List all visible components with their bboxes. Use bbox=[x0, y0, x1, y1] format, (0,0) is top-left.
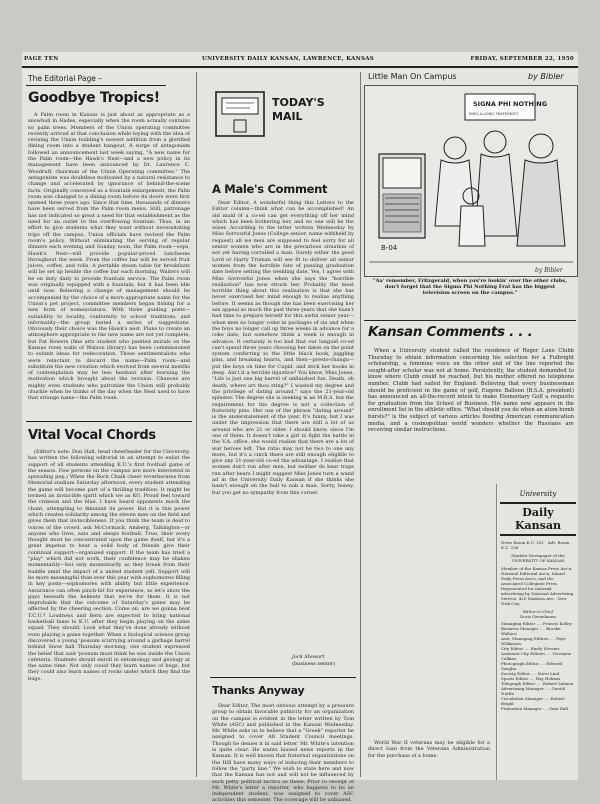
masthead-staff-list bbox=[497, 621, 579, 711]
page-header bbox=[22, 56, 578, 66]
page-number: PAGE TEN bbox=[24, 56, 59, 62]
header-rule bbox=[22, 66, 578, 68]
masthead-editor: Doris Greenbaum bbox=[520, 614, 556, 619]
masthead-box bbox=[496, 484, 579, 780]
letter-thanks-anyway-title: Thanks Anyway bbox=[212, 684, 305, 697]
letter1-signature: Jack Stewart bbox=[292, 654, 325, 660]
house-sign-subtext: SING-A-LONG FRATERNITY bbox=[469, 111, 519, 116]
cartoon-drawing bbox=[365, 86, 577, 276]
staff-line: Society Editor .... Steve Lind bbox=[501, 671, 560, 676]
masthead-university: University bbox=[519, 490, 557, 498]
todays-mail-label: TODAY'S MAIL bbox=[272, 96, 325, 123]
staff-line: Business Manager .... Brooke Wallace bbox=[501, 626, 561, 636]
editorial-label-rule bbox=[26, 85, 166, 86]
staff-line: Asst. Managing Editors .... Faye Wilkinson bbox=[501, 636, 566, 646]
newspaper-page bbox=[22, 52, 578, 804]
comments-paragraph: When a University student called the residence of Roger Lane Clubb Thursday to obtain information concerning his selection for a Fulbright scholarship, a feminine voice on the other end of the line reported the sought-after scholar was not at home. Persistently, the student demanded to know where Clubb could be reached, but his mother offered no telephone number. Clubb had sailed for England. Believing that every businessman should be proficient in the game of golf, Eugene Balloon (B.S.A. president) has announced an all-the-record intent to make Elementary Golf a requisite for graduation from the School of Business. His name now appears in the enrollment list in the athletic office. "What should you do when an atom bomb bursts?" is the subject of various articles flooding American communication media, and a cosmopolitan world wonders whether the Russians are receiving similar instructions. bbox=[368, 348, 574, 434]
letter-male-comment-body bbox=[212, 200, 354, 652]
staff-line: Photograph Editor .... Edward Vaughn bbox=[501, 661, 563, 671]
article-goodbye-tropics-title: Goodbye Tropics! bbox=[28, 90, 160, 106]
masthead-staff-head: Editor-in-Chief bbox=[522, 609, 553, 614]
masthead-phones: News Room K.U. 251 · Adv. Room K.U. 256 bbox=[501, 540, 570, 550]
staff-line: Promotion Manager .... Sam Hall bbox=[501, 706, 568, 711]
masthead-title: Daily Kansan bbox=[500, 502, 576, 536]
staff-line: Managing Editor .... Francis Kelley bbox=[501, 621, 572, 626]
staff-line: Assistant City Editors .... Dewayne Calkins bbox=[501, 651, 572, 661]
masthead-student-line: Student Newspaper of the UNIVERSITY OF KANSAS bbox=[511, 553, 565, 563]
article-goodbye-tropics-body bbox=[28, 112, 190, 416]
letter2-paragraph: Dear Editor, The most obvious attempt by a pressure group to obtain favorable publicity for an organization on the campus is evident in the letter written by Tom White (ASC) and published in the Kansan Wednesday. Mr. White asks us to believe that a "Greek" reporter be assigned to cover All Student Council meetings. Though he denies it in said letter, Mr. White's intention is quite clear. He wants biased news reports in the Kansan. It is well known that fraternal organizations on the Hill have many ways of inducing their members to follow the "party line." We wish to state here and now that the Kansan has not and will not be influenced by such petty political tactics as these. Prior to receipt of Mr. White's letter a reporter, who happens to be an independent student, was assigned to cover ASC activities this semester. The coverage will be unbiased. bbox=[212, 703, 354, 804]
staff-line: Advertising Manager .... Gerald Nuttle bbox=[501, 686, 566, 696]
house-sign-text: SIGNA PHI NOTHING bbox=[473, 100, 548, 108]
cartoon-byline: by Bibler bbox=[528, 72, 564, 81]
article1-paragraph: A Palm room in Kansas is just about as appropriate as a snowball in Hades, especially when the room actually contains no palm trees. Members of the Union operating committee recently arrived at that conclusion while toying with the idea of revising the Union building's newest addition from a glorified dining room into a student hangout. A surge of antagonism followed an announcement last week saying, "A new name for the Palm room—the Hawk's Nest—and a new policy in its management have been announced by Dr. Laurence C. Woodruff, chairman of the Union Operating committee." The antagonism was doubtless motivated by a natural resistance to change and accelerated by ignorance of behind-the-scene facts. Originally conceived as a fountain enlargement, the Palm room was changed to a dining room before its doors were first opened three years ago. Since that time, thousands of dinners have been served from the Palm room menu. Still, patronage has not indicated so great a need for that establishment as the need for an outlet to the overflowing fountain. Thus, in an effort to give students what they want without necessitating trips off the campus, Union officials have revised the Palm room's policy. Without eliminating the serving of regular dinners each evening and Sunday noon, the Palm room—oops, Hawk's Nest—will provide popular-priced luncheons throughout the week. From the coffee bar will be served fruit juices, coffee, and rolls. A portable steam table for breakfasts will be set up beside the coffee bar each morning. Waiters will be on duty daily to provide fountain service. The Palm room was originally equipped with a fountain, but it has been idle until now. Believing a change of management should be accompanied by the choice of a more appropriate name for the Union's pet project, committee members began fishing for a new form of nomenclature. With three guiding posts—suitability to locality, conformity to school traditions, and informality—the group tested a series of suggestions. Obviously their choice was the Hawk's nest. Plans to create an atmosphere appropriate to the new name are not yet complete, but Pat Bowers (fine arts student who painted murals on the Kansas room walls of Watson library) has been commissioned to submit ideas for redecoration. Those sentimentalists who were reluctant to discard the name—Palm room—and substitute the new creation which evolved from several months of contemplation may be less hesitant after learning the motivation which brought about the revision. Chances are mighty even students who patronize the Union will probably chuckle when he thinks of the day when the Nest used to have that strange name—the Palm room. bbox=[28, 112, 190, 402]
staff-line: City Editor .... Emily Stewart bbox=[501, 646, 560, 651]
cartoon-caption: "Aa' remember, Fritzgerald, when you're lookin' over the other clubs, don't forget that the Sigma Phi Nothing Frat has the biggest television screen on the campus." bbox=[372, 278, 567, 297]
article2-paragraph: (Editor's note: Don Hall, head cheerleader for the University, has written the following editorial in an attempt to enlist the support of all students attending K.U.'s first football game of the season. Few persons on the campus are more interested in spreading pep.) When the Rock Chalk cheer reverberates from Memorial stadium Saturday afternoon, every student attending the game will become part of a thrilling tradition. It might be termed an invincible spirit which we as KU. Proud feel toward the crimson and the blue. I have heard opponents mock the chant, attempting to diminish its power. But it is this power which creates solidarity among the eleven men on the field and gives them that invincibleness. If you think the team is deaf to voices of the crowd, ask McCormack, Amberg, Talkington—or anyone who lives, eats and sleeps football. True, their every thought must be concentrated upon the game itself, but it's a great impetus to hear a solid body of friends give their continual support—organized support. If the team has tried a "play" which did not work, their confidence may be shaken momentarily—but only momentarily as they break from their huddle amid the impact of a united student yell. Support will be more meaningful than ever this year with sophomores filling in key posts—sophomores with ability but little experience. Assurance can often pinch-hit for experience, so let's show the guys beneath the helmets that we're for them. It is not improbable that the outcome of Saturday's game may be affected by the cheering section. Come on, are we gonna beat T.C.U.? Loudness and Bern are expected to bring national basketball fame to K.U. after they begin playing on the same squad. They should. Look what they've done already without even playing a game together. When a biological science group discovered a young 'possum scurrying around a garbage barrel behind Snow hall Thursday morning, one student expressed the belief that said 'possum must think he was inside the Union cafeteria. Students should enroll in entomology and geology at the same time. Not only could they learn names of bugs, but they could also learn names of rocks under which they find the bugs. bbox=[28, 449, 190, 682]
staff-line: Telegraph Editor .... Robert Salmon bbox=[501, 681, 574, 686]
letter1-signature-note: (business senior) bbox=[292, 661, 336, 667]
issue-date: FRIDAY, SEPTEMBER 22, 1950 bbox=[470, 56, 574, 62]
letter-male-comment-title: A Male's Comment bbox=[212, 182, 328, 196]
masthead-member-info: Member of the Kansas Press Ass'n, National Editorial Ass'n, Inland Daily Press Ass'n, and the Associated Collegiate Press. Represented for national advertising by National Advertising Service, 420 Madison Ave., New York City. bbox=[501, 566, 574, 606]
todays-mail-logo bbox=[206, 84, 356, 142]
paper-name: UNIVERSITY DAILY KANSAN, LAWRENCE, KANSAS bbox=[202, 56, 375, 62]
cartoon-illustration bbox=[364, 85, 578, 277]
letter-thanks-anyway-body bbox=[212, 703, 354, 804]
article2-rule bbox=[26, 421, 192, 422]
letter2-rule bbox=[210, 677, 356, 678]
cartoon-title: Little Man On Campus bbox=[368, 72, 457, 81]
article-vital-vocal-chords-body bbox=[28, 449, 190, 777]
comments-rule bbox=[364, 320, 576, 321]
tv-label-text: B-04 bbox=[381, 244, 398, 252]
letter1-paragraph: Dear Editor, A wonderful thing this Letters to the Editor column—think what can be accomplished! An old maid of a co-ed can get everything off her mind which has been bothering her, and no one will be the wiser. According to the letter written Wednesday by Miss Sorrowful Jones (College senior, name withheld by request) all we men are supposed to feel sorry for all senior women who are in the precarious situation of not yet having corralled a man. Surely either the good Lord or Harry Truman will see fit to deliver all senior women from the horrible fate of passing graduation date before setting the wedding date. Yes, I agree with Miss Sorrowful Jones when she says the "horrible realization" has now struck her. Probably the most horrible thing about this realization is that she has never exercised her mind enough to realize anything before. It seems as though she has been exercising her sex appeal so much the past three years that she hasn't had time to prepare herself for this awful senior year—when men no longer come in packages of six and when the boys no longer call up three weeks in advance for a coke date, but somehow think a week is enough in advance. It certainly is too bad that our languid co-ed can't spend three years choosing her dates on the point system conferring to the little black book, juggling pins, and breaking hearts, and then—presto-changu—put the boys on time for Cupid, and stick her hooks in deep. Ain't it a terrible injustice? You know, Miss Jones, "Life is just one big barrel of unfinished fun. Death, oh death, where art thou sting?" I wasted my degree and the privilege of dating around," says the 21-year-old spinster. The degree she is seeking is an M.R.S. but the requirement for the degree is not a collection of fraternity pins. Her use of the phrase "dating around" is the understatement of the year. It's funny, but I was under the impression that there are still a lot of us around who are 21 or older. I should know, since I'm one of them. It doesn't take a girl to fight the battle in the V.A. office, she would realize that there are a lot of war heroes left. The ratio may not be two to one any more, but it's a cinch there are still enough eligible to give any 21-year-old co-ed the advantage. I realize that women don't run after men, but neither do bear traps run after bears I might suggest Miss Jones turn a wand ad in the University Daily Kansan if she thinks she hasn't enough on the ball to nab a man. Sorry, honey, but you get no sympathy from this corner. bbox=[212, 200, 354, 496]
article-vital-vocal-chords-title: Vital Vocal Chords bbox=[28, 428, 156, 443]
kansan-comments-title: Kansan Comments . . . bbox=[368, 324, 533, 340]
kansan-comments-body bbox=[368, 348, 574, 476]
column-divider-2 bbox=[360, 72, 361, 777]
column-divider-1 bbox=[196, 72, 197, 777]
cartoonist-signature: by Bibler bbox=[535, 267, 563, 274]
staff-line: Circulation Manager .... Robert Bright bbox=[501, 696, 565, 706]
editorial-page-label: The Editorial Page – bbox=[28, 74, 102, 83]
veterans-paragraph: World War II veterans may be eligible for a direct loan from the Veterans Administration for the purchase of a home. bbox=[368, 740, 490, 759]
veterans-loan-note bbox=[368, 740, 490, 776]
staff-line: Sports Editor .... Ray Holmes bbox=[501, 676, 561, 681]
